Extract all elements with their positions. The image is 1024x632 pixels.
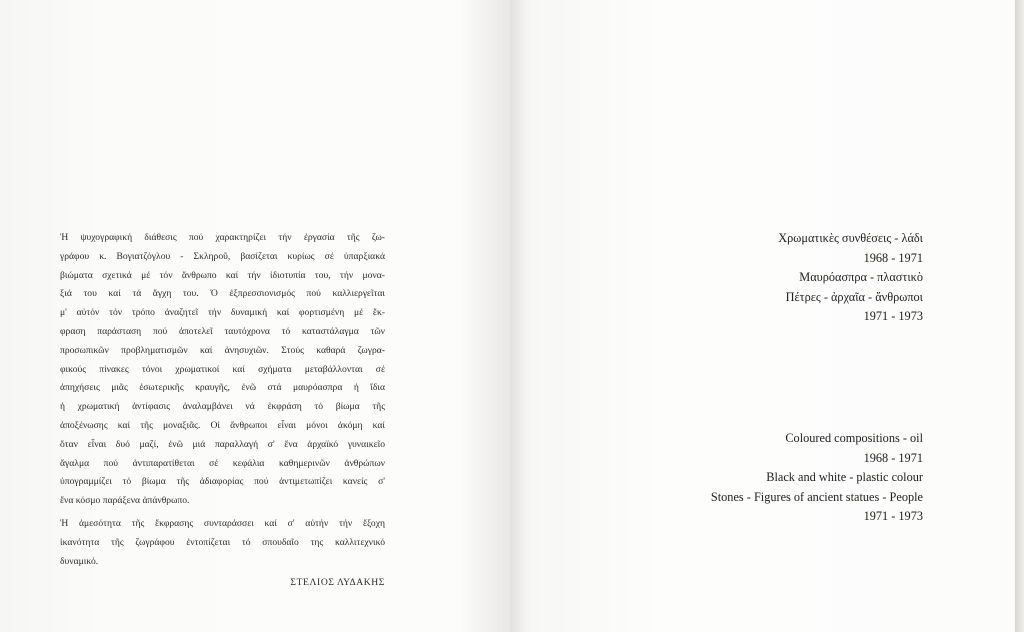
works-line-greek: Πέτρες - ἀρχαῖα - ἄνθρωποι bbox=[785, 289, 923, 304]
works-line-english: 1971 - 1973 bbox=[863, 509, 923, 524]
right-page bbox=[510, 0, 1015, 632]
essay-line: φραση παράσταση πού ἀποτελεῖ ταυτόχρονα τό καταστάλαγμα τῶν bbox=[60, 325, 385, 337]
works-list-greek bbox=[778, 229, 923, 327]
essay-line: ἕνα κόσμο παράξενα ἀπάνθρωπο. bbox=[60, 495, 190, 507]
essay-line: Ἡ ἀμεσότητα τῆς ἔκφρασης συνταράσσει καί σ' αὐτήν τήν ἔξοχη bbox=[60, 517, 385, 529]
works-line-english: Coloured compositions - oil bbox=[785, 431, 923, 445]
essay-line: ἱκανότητα τῆς ζωγράφου ἐντοπίζεται τό σπουδαῖο της καλλιτεχνικό bbox=[60, 536, 385, 548]
essay-line: ὅταν εἶναι δυό μαζί, ἐνῶ μιά παραλλαγή σ' ἕνα ἀρχαϊκό γυναικεῖο bbox=[60, 438, 385, 450]
works-line-greek: Μαυρόασπρα - πλαστικὸ bbox=[799, 270, 923, 285]
left-page bbox=[0, 0, 510, 632]
essay-text bbox=[60, 229, 385, 593]
works-line-english: Stones - Figures of ancient statues - People bbox=[710, 489, 923, 504]
works-line-english: 1968 - 1971 bbox=[863, 450, 923, 465]
author-signature: ΣΤΕΛΙΟΣ ΛΥΔΑΚΗΣ bbox=[290, 577, 385, 589]
essay-line: ὑπογραμμίζει τό βίωμα τῆς ἀδιαφορίας πού ἀντιμετωπίζει κανείς σ' bbox=[60, 476, 385, 488]
works-line-greek: 1971 - 1973 bbox=[863, 309, 923, 324]
essay-line: ἀπηχήσεις μιᾶς ἐσωτερικῆς κραυγῆς, ἐνῶ στά μαυρόασπρα ἡ ἴδια bbox=[60, 382, 385, 394]
works-list-english bbox=[711, 429, 923, 527]
essay-line: φικούς πίνακες τόνοι χρωματικοί καί σχήματα μεταβάλλονται σέ bbox=[60, 363, 385, 375]
essay-line: βιώματα σχετικά μέ τόν ἄνθρωπο καί τήν ἰδιοτυπία του, τήν μονα- bbox=[60, 269, 385, 281]
works-line-greek: Χρωματικὲς συνθέσεις - λάδι bbox=[778, 231, 923, 245]
essay-line: ἀποξένωσης καί τῆς μοναξιᾶς. Οἱ ἄνθρωποι εἶναι μόνοι ἀκόμη καί bbox=[60, 419, 385, 431]
page-edge bbox=[1015, 0, 1024, 632]
essay-line: Ἡ ψυχογραφική διάθεσις πού χαρακτηρίζει τήν ἐργασία τῆς ζω- bbox=[60, 232, 385, 243]
essay-line: ξιά του καί τά ἄγχη του. Ὁ ἐξπρεσσιονισμός πού καλλιεργεῖται bbox=[60, 288, 385, 300]
essay-line: δυναμικό. bbox=[60, 555, 99, 567]
essay-line: προσωπικῶν προβληματισμῶν καί ἀνησυχιῶν. Στούς καθαρά ζωγρα- bbox=[60, 344, 385, 356]
essay-line: ἡ χρωματική ἀντίφασις ἀναλαμβάνει νά ἐκφράση τό βίωμα τῆς bbox=[60, 401, 385, 413]
essay-line: ἄγαλμα πού ἀντιπαρατίθεται σέ κεφάλια καθημερινῶν ἀνθρώπων bbox=[60, 457, 385, 469]
essay-line: γράφου κ. Βογιατζόγλου - Σκληροῦ, βασίζεται κυρίως σέ ὑπαρξιακά bbox=[60, 250, 385, 262]
works-line-greek: 1968 - 1971 bbox=[863, 250, 923, 265]
works-line-english: Black and white - plastic colour bbox=[766, 470, 923, 485]
essay-line: μ' αὐτόν τόν τρόπο ἀναζητεῖ τήν δυναμική καί φορτισμένη μέ ἔκ- bbox=[60, 307, 385, 319]
